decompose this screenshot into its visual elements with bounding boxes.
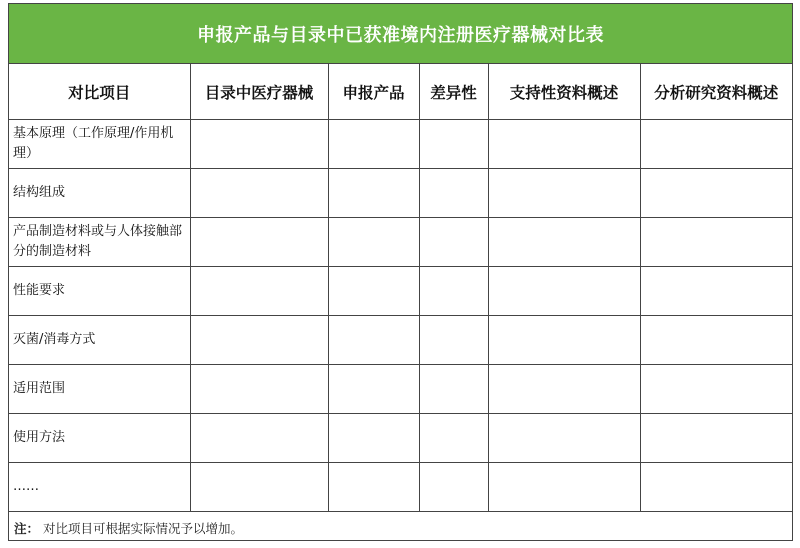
table-cell <box>419 414 488 463</box>
table-row <box>9 120 792 169</box>
column-header-compare-item: 对比项目 <box>9 64 190 120</box>
row-label-principle: 基本原理（工作原理/作用机理） <box>9 120 190 169</box>
row-label-materials: 产品制造材料或与人体接触部分的制造材料 <box>9 218 190 267</box>
table-cell <box>190 463 328 512</box>
table-cell <box>640 365 792 414</box>
table-row <box>9 218 792 267</box>
table-cell <box>488 316 640 365</box>
table-cell <box>190 169 328 218</box>
table-cell <box>640 463 792 512</box>
footnote <box>9 512 792 543</box>
table-row <box>9 463 792 512</box>
row-label-structure: 结构组成 <box>9 169 190 218</box>
footnote-label: 注： <box>14 520 40 536</box>
table-cell <box>640 414 792 463</box>
table-cell <box>190 218 328 267</box>
table-cell <box>328 365 419 414</box>
table-cell <box>640 218 792 267</box>
table-cell <box>190 316 328 365</box>
table-cell <box>328 316 419 365</box>
table-cell <box>419 316 488 365</box>
column-header-catalog-device: 目录中医疗器械 <box>190 64 328 120</box>
table-cell <box>488 463 640 512</box>
table-cell <box>419 120 488 169</box>
comparison-table <box>9 64 792 512</box>
table-cell <box>488 414 640 463</box>
table-cell <box>419 463 488 512</box>
table-cell <box>640 169 792 218</box>
footnote-text: 对比项目可根据实际情况予以增加。 <box>43 520 244 536</box>
table-cell <box>328 218 419 267</box>
table-cell <box>488 267 640 316</box>
row-label-usage: 使用方法 <box>9 414 190 463</box>
row-label-scope: 适用范围 <box>9 365 190 414</box>
table-cell <box>328 463 419 512</box>
table-row <box>9 414 792 463</box>
row-label-sterilization: 灭菌/消毒方式 <box>9 316 190 365</box>
table-cell <box>488 365 640 414</box>
table-cell <box>190 365 328 414</box>
comparison-table-frame <box>8 3 793 541</box>
table-cell <box>488 120 640 169</box>
column-header-difference: 差异性 <box>419 64 488 120</box>
table-cell <box>328 414 419 463</box>
table-cell <box>419 218 488 267</box>
table-row <box>9 316 792 365</box>
table-cell <box>328 169 419 218</box>
table-row <box>9 267 792 316</box>
table-cell <box>640 316 792 365</box>
table-cell <box>488 218 640 267</box>
table-cell <box>190 267 328 316</box>
table-cell <box>488 169 640 218</box>
row-label-performance: 性能要求 <box>9 267 190 316</box>
table-cell <box>190 120 328 169</box>
table-cell <box>419 365 488 414</box>
table-cell <box>640 120 792 169</box>
column-header-supporting-data: 支持性资料概述 <box>488 64 640 120</box>
header-row <box>9 64 792 120</box>
table-cell <box>328 120 419 169</box>
table-title: 申报产品与目录中已获准境内注册医疗器械对比表 <box>9 4 792 64</box>
table-cell <box>419 267 488 316</box>
table-row <box>9 169 792 218</box>
row-label-ellipsis: …… <box>9 463 190 512</box>
table-cell <box>190 414 328 463</box>
table-cell <box>419 169 488 218</box>
column-header-declared-product: 申报产品 <box>328 64 419 120</box>
table-cell <box>328 267 419 316</box>
column-header-analysis-data: 分析研究资料概述 <box>640 64 792 120</box>
table-row <box>9 365 792 414</box>
table-cell <box>640 267 792 316</box>
